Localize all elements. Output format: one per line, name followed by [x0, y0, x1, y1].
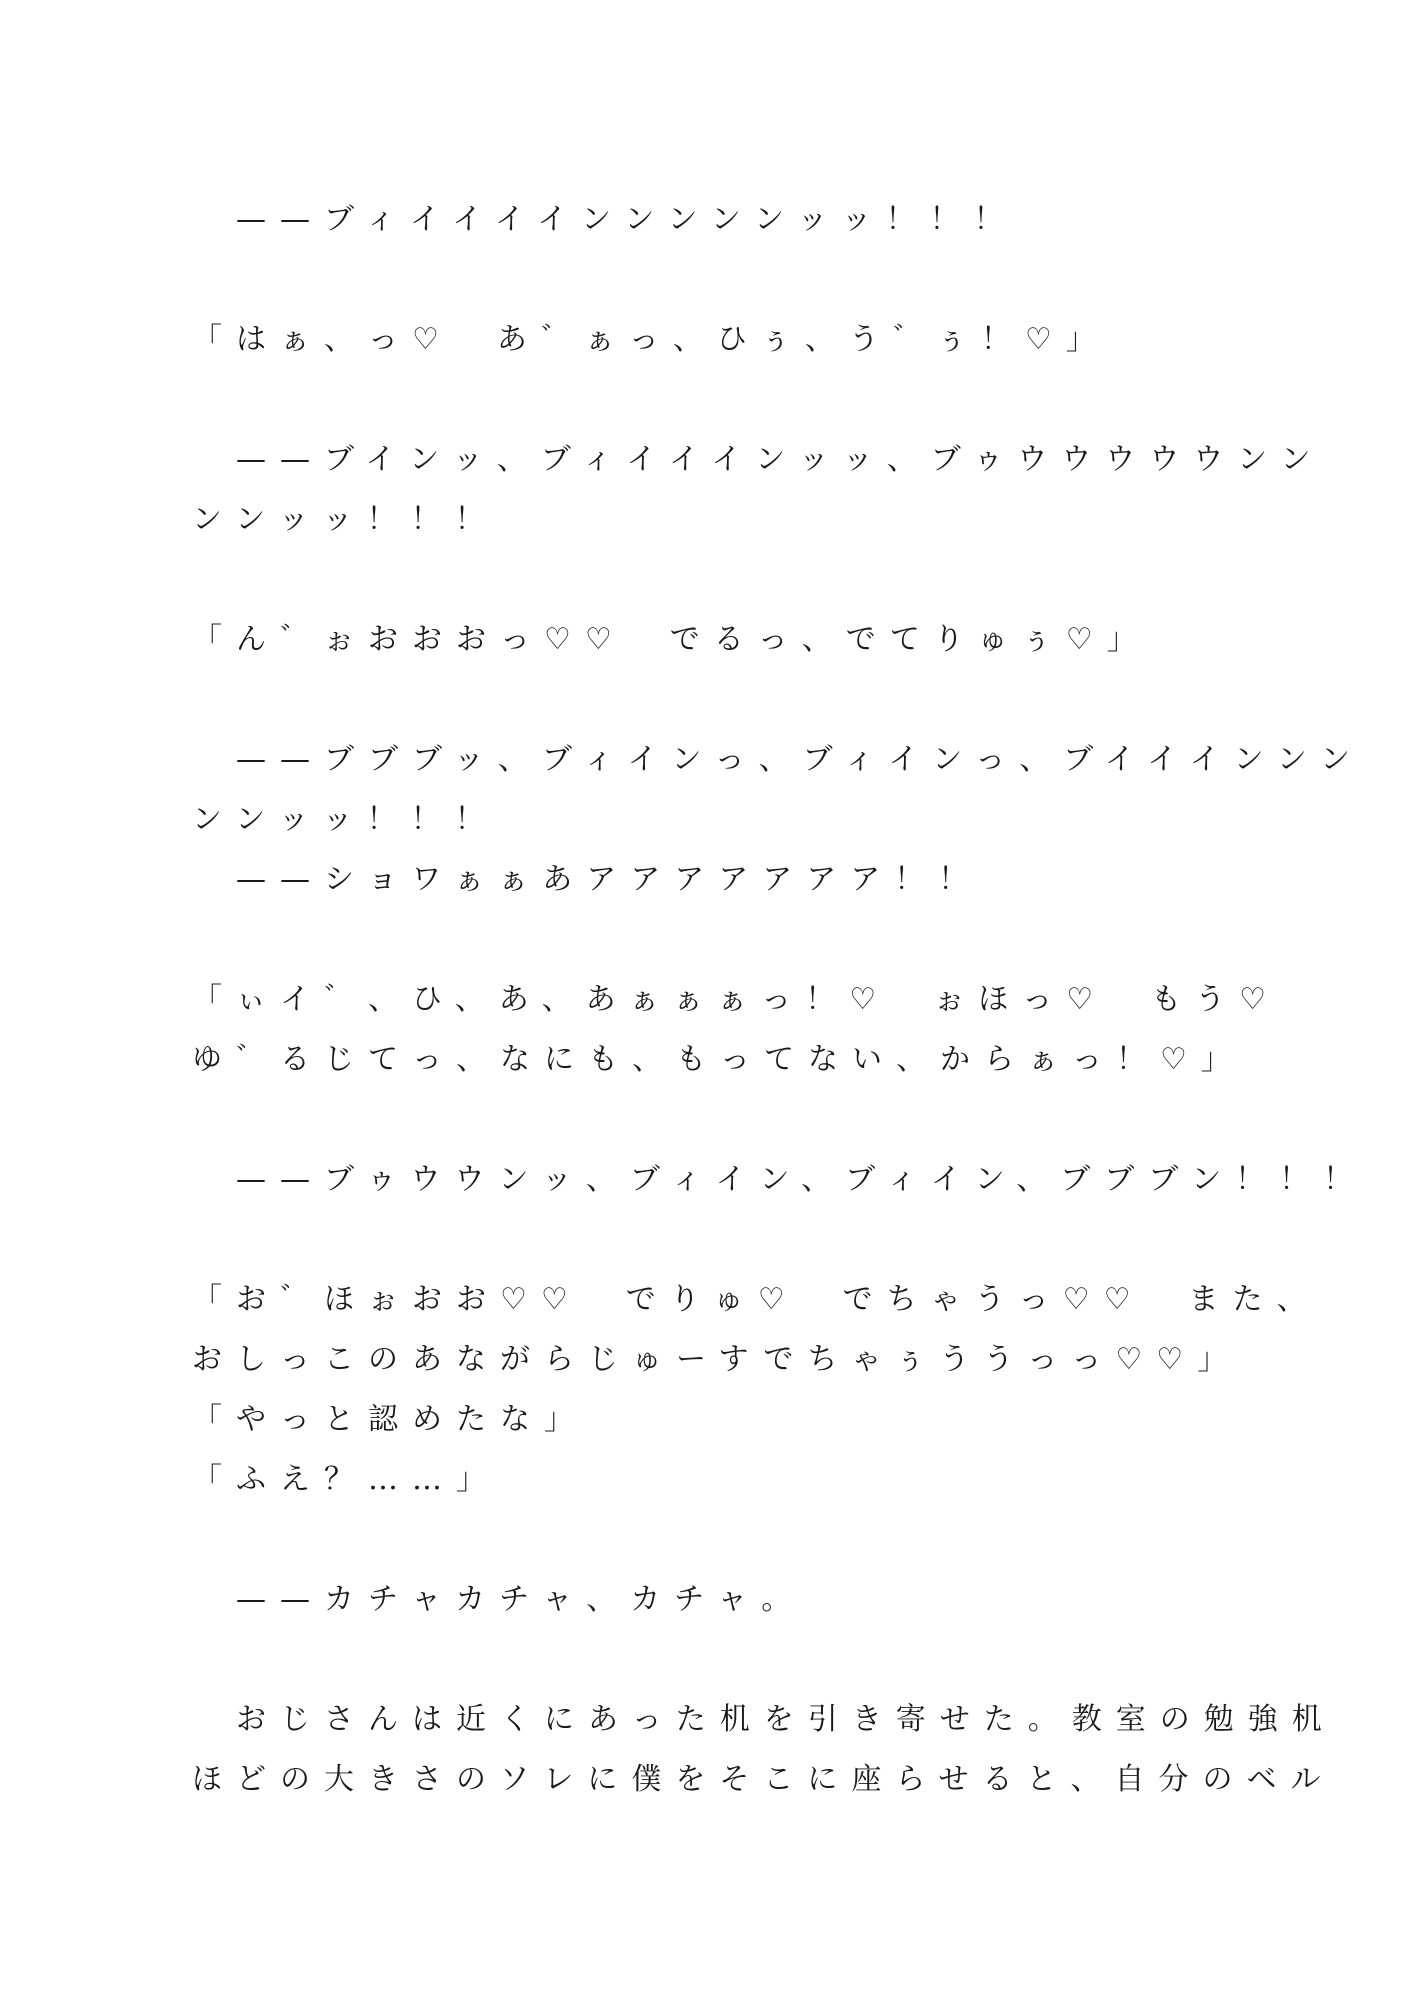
blank-line: [192, 910, 1232, 970]
text-line: 「ふえ？……」: [192, 1462, 500, 1497]
text-line: おしっこのあながらじゅーすでちゃぅううっっ♡♡」: [192, 1342, 1242, 1377]
text-line: ゆ゛るじてっ、なにも、もってない、からぁっ！♡」: [192, 1042, 1245, 1077]
blank-line: [192, 1090, 1232, 1150]
body-text: [192, 190, 1368, 1810]
text-line: 「ん゛ぉおおおっ♡♡ でるっ、でてりゅぅ♡」: [192, 622, 1151, 657]
blank-line: [192, 250, 1232, 310]
text-line: ——カチャカチャ、カチャ。: [192, 1582, 806, 1617]
text-line: 「はぁ、っ♡ あ゛ぁっ、ひぅ、う゛ぅ！♡」: [192, 322, 1110, 357]
text-line: 「お゛ほぉおお♡♡ でりゅ♡ でちゃうっ♡♡ また、: [192, 1282, 1321, 1317]
blank-line: [192, 550, 1232, 610]
text-line: ンンッッ！！！: [192, 502, 499, 537]
text-line: ——ブインッ、ブィイイインッッ、ブゥウウウウウンン: [192, 442, 1325, 477]
blank-line: [192, 1210, 1232, 1270]
blank-line: [192, 670, 1232, 730]
text-line: ——ブブブッ、ブィインっ、ブィインっ、ブイイインンン: [192, 742, 1365, 777]
text-line: おじさんは近くにあった机を引き寄せた。教室の勉強机: [192, 1702, 1336, 1737]
text-line: 「やっと認めたな」: [192, 1402, 588, 1437]
blank-line: [192, 1510, 1232, 1570]
text-line: ——ブィイイイインンンンンッッ！！！: [192, 202, 1018, 237]
text-line: ンンッッ！！！: [192, 802, 499, 837]
blank-line: [192, 1630, 1232, 1690]
text-line: ——ショワぁぁあアアアアアアア！！: [192, 862, 983, 897]
text-line: ——ブゥウウンッ、ブィイン、ブィイン、ブブブン！！！: [192, 1162, 1368, 1197]
text-line: 「ぃイ゛、ひ、あ、あぁぁぁっ！♡ ぉほっ♡ もう♡: [192, 982, 1280, 1017]
text-line: ほどの大きさのソレに僕をそこに座らせると、自分のベル: [192, 1762, 1335, 1797]
blank-line: [192, 370, 1232, 430]
